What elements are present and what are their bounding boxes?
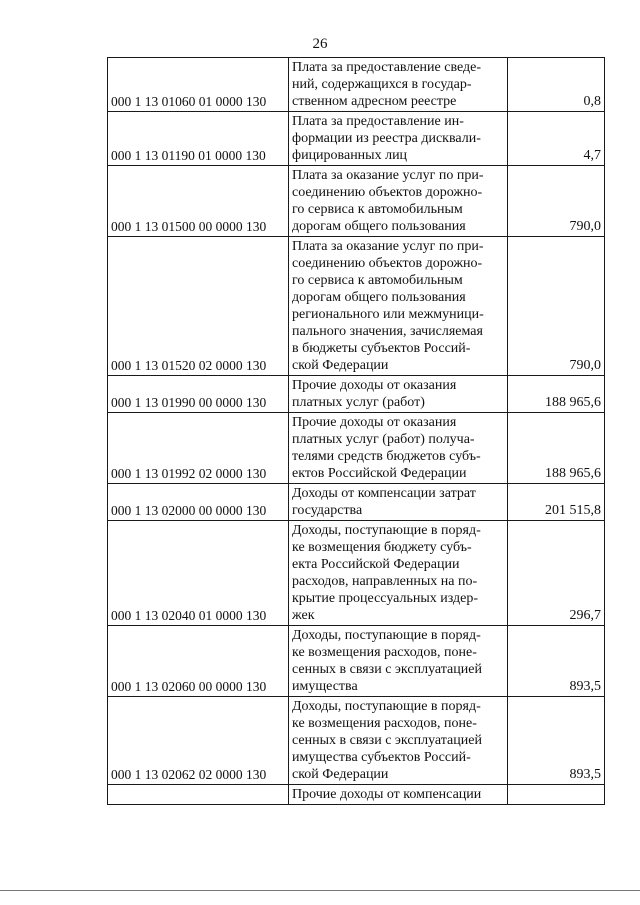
table-row: [108, 413, 605, 484]
amount-value: 188 965,6: [508, 376, 605, 413]
amount-value: 893,5: [508, 626, 605, 697]
page-bottom-divider: [0, 890, 640, 891]
revenue-description: Доходы, поступающие в поряд- ке возмещения бюджету субъ- екта Российской Федерации расходов, направленных на по- крытие процессуальных издер- жек: [289, 521, 508, 626]
amount-value: 296,7: [508, 521, 605, 626]
classification-code: 000 1 13 01190 01 0000 130: [108, 112, 289, 166]
table-row: [108, 112, 605, 166]
revenue-description: Плата за предоставление ин- формации из реестра дисквали- фицированных лиц: [289, 112, 508, 166]
classification-code: 000 1 13 02062 02 0000 130: [108, 697, 289, 785]
table-row: [108, 237, 605, 376]
page-number: 26: [312, 36, 328, 52]
classification-code: [108, 785, 289, 805]
revenue-description: Доходы, поступающие в поряд- ке возмещения расходов, поне- сенных в связи с эксплуатацией имущества субъектов Россий- ской Федерации: [289, 697, 508, 785]
classification-code: 000 1 13 01060 01 0000 130: [108, 58, 289, 112]
revenue-description: Прочие доходы от оказания платных услуг (работ) получа- телями средств бюджетов субъ- ектов Российской Федерации: [289, 413, 508, 484]
classification-code: 000 1 13 01500 00 0000 130: [108, 166, 289, 237]
table-row: [108, 376, 605, 413]
table-row: [108, 484, 605, 521]
classification-code: 000 1 13 01990 00 0000 130: [108, 376, 289, 413]
revenue-description: Плата за предоставление сведе- ний, содержащихся в государ- ственном адресном реестре: [289, 58, 508, 112]
table-row: [108, 697, 605, 785]
revenue-description: Плата за оказание услуг по при- соединению объектов дорожно- го сервиса к автомобильным дорогам общего пользования регионального или межмуници- пального значения, зачисляемая в бюджеты субъектов Россий- ской Федерации: [289, 237, 508, 376]
classification-code: 000 1 13 01520 02 0000 130: [108, 237, 289, 376]
revenue-description: Доходы, поступающие в поряд- ке возмещения расходов, поне- сенных в связи с эксплуатацией имущества: [289, 626, 508, 697]
amount-value: 188 965,6: [508, 413, 605, 484]
revenue-description: Доходы от компенсации затрат государства: [289, 484, 508, 521]
amount-value: 790,0: [508, 237, 605, 376]
classification-code: 000 1 13 02000 00 0000 130: [108, 484, 289, 521]
table-row: [108, 166, 605, 237]
amount-value: 790,0: [508, 166, 605, 237]
amount-value: 0,8: [508, 58, 605, 112]
table-row: [108, 785, 605, 805]
revenue-description: Плата за оказание услуг по при- соединению объектов дорожно- го сервиса к автомобильным дорогам общего пользования: [289, 166, 508, 237]
amount-value: [508, 785, 605, 805]
amount-value: 893,5: [508, 697, 605, 785]
table-row: [108, 521, 605, 626]
amount-value: 4,7: [508, 112, 605, 166]
revenue-description: Прочие доходы от оказания платных услуг (работ): [289, 376, 508, 413]
classification-code: 000 1 13 02040 01 0000 130: [108, 521, 289, 626]
table-row: [108, 626, 605, 697]
table-row: [108, 58, 605, 112]
classification-code: 000 1 13 02060 00 0000 130: [108, 626, 289, 697]
amount-value: 201 515,8: [508, 484, 605, 521]
revenue-description: Прочие доходы от компенсации: [289, 785, 508, 805]
classification-code: 000 1 13 01992 02 0000 130: [108, 413, 289, 484]
revenue-table: [107, 57, 605, 805]
